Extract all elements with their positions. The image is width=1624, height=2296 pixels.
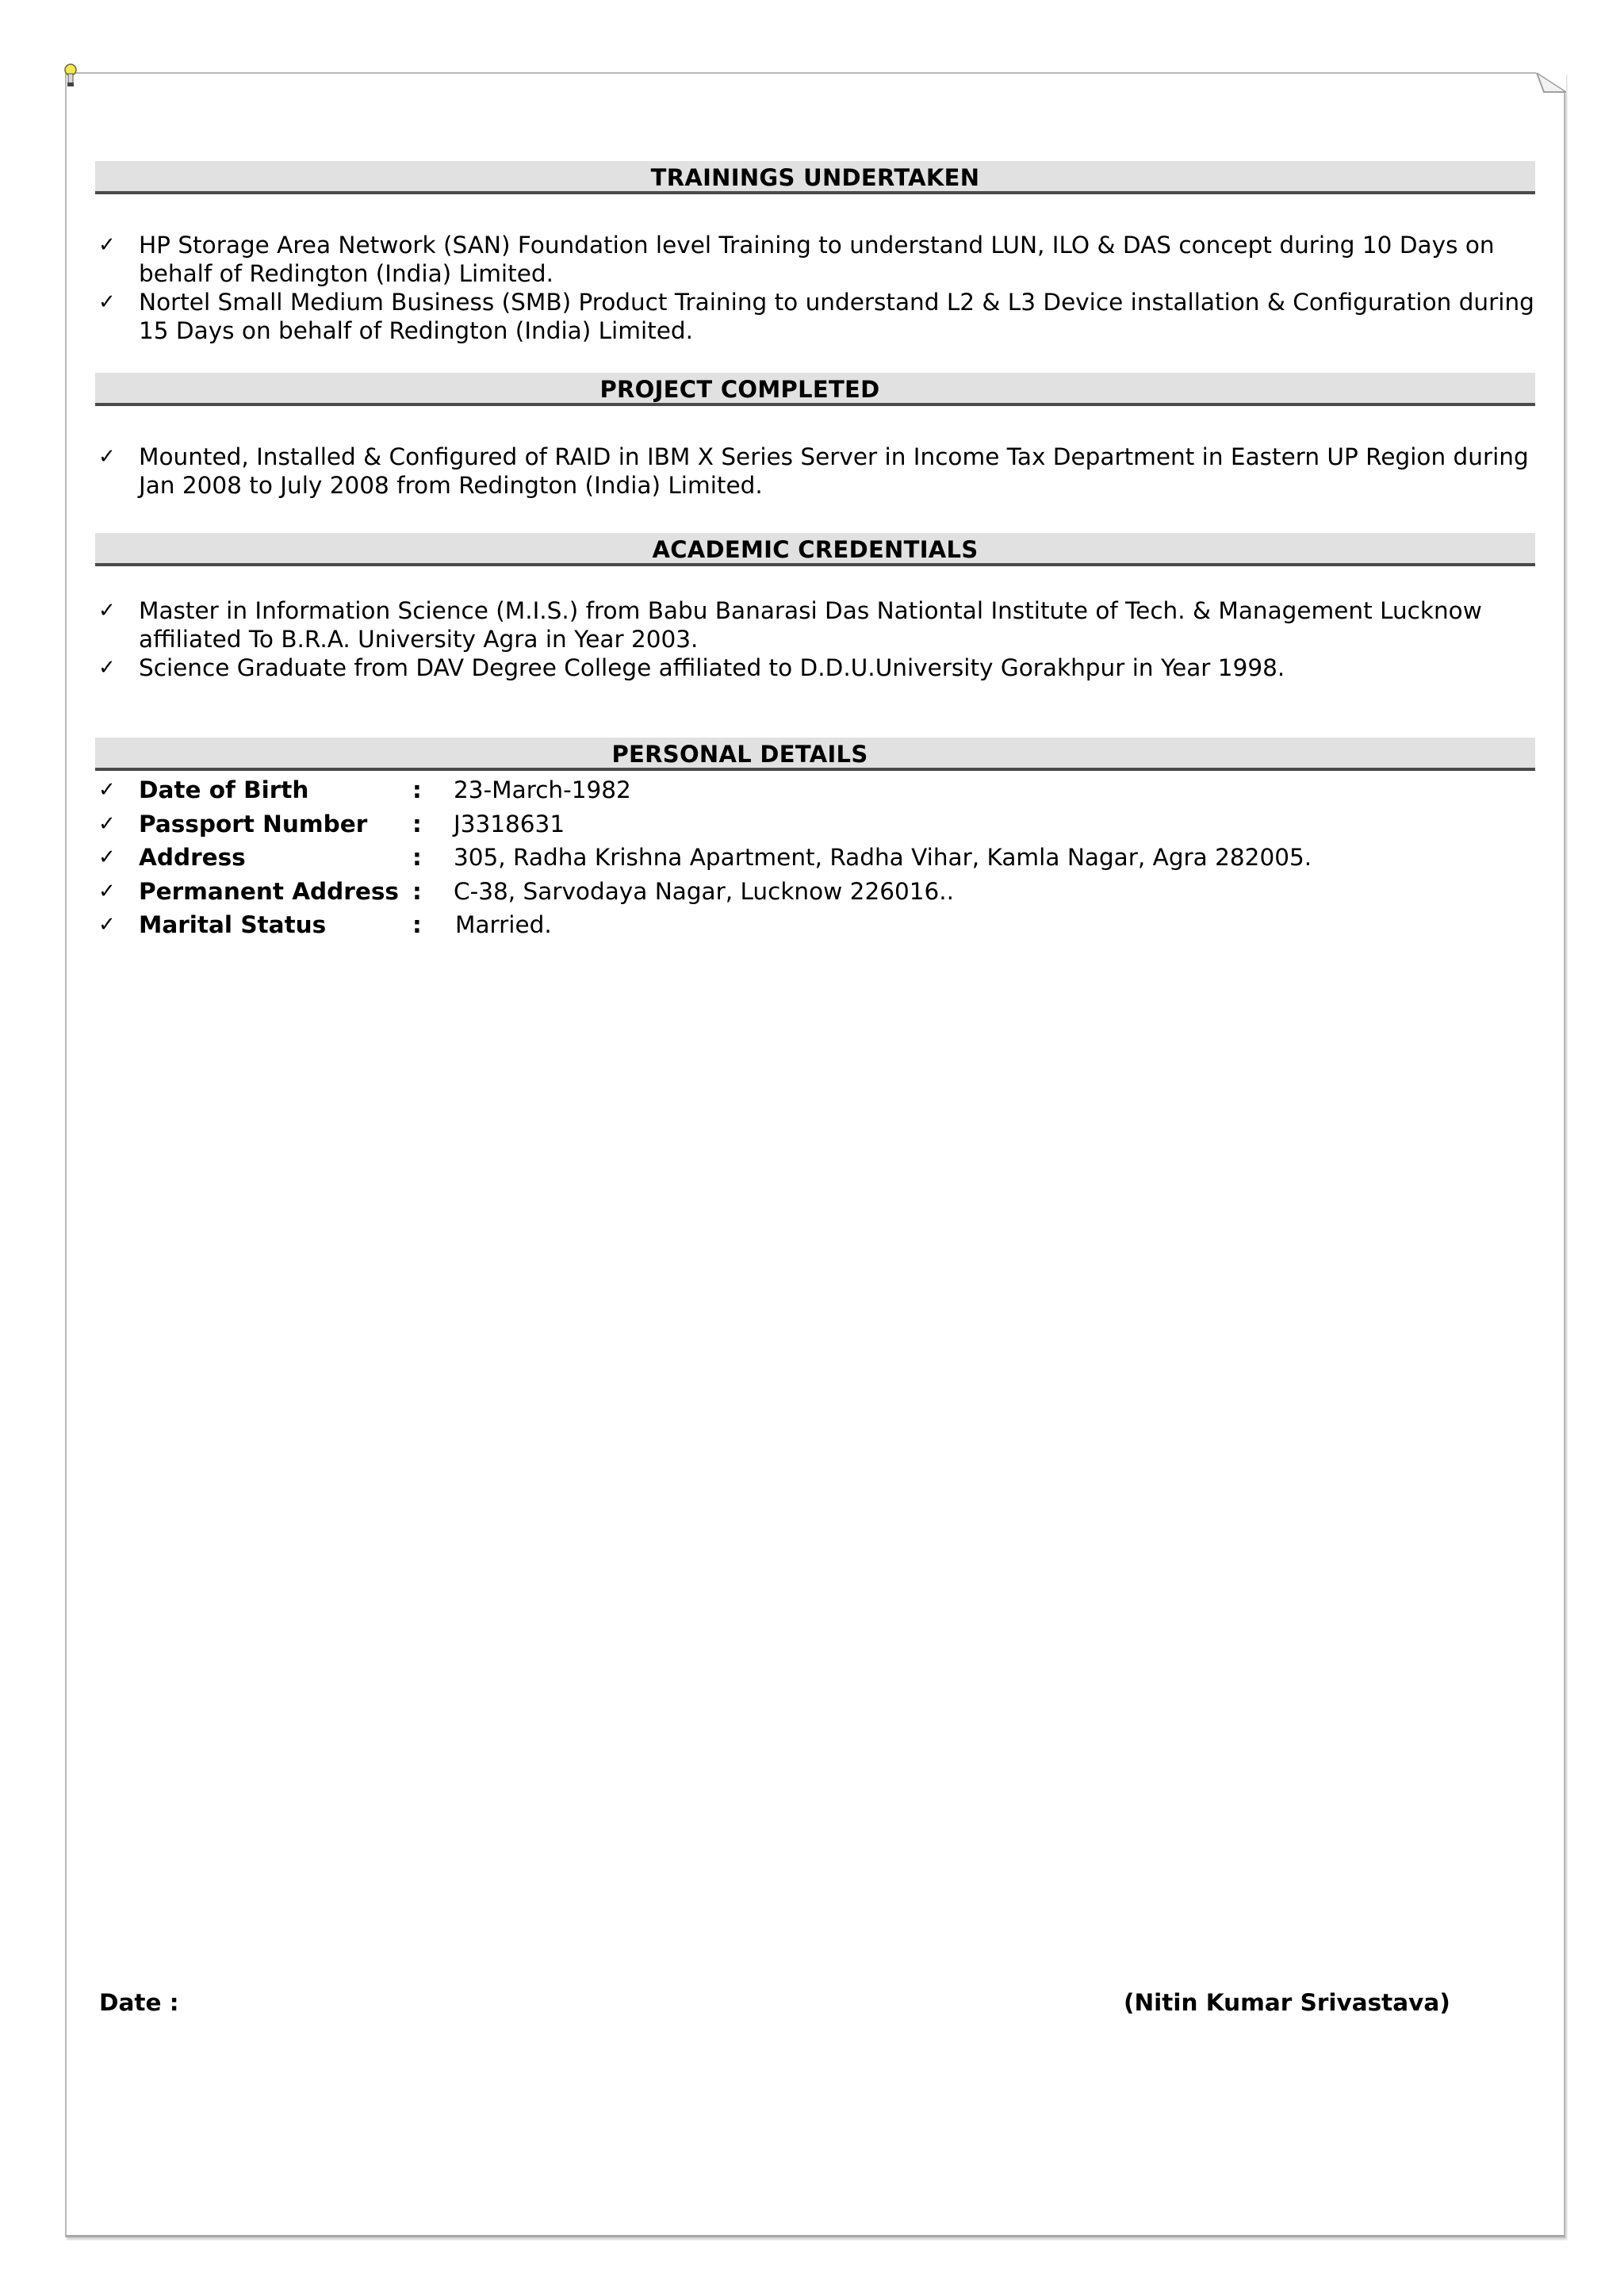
signature-name: (Nitin Kumar Srivastava) [1124,1989,1450,2016]
academics-title: ACADEMIC CREDENTIALS [652,536,979,563]
detail-value: Married. [455,911,552,938]
check-icon: ✓ [98,845,116,869]
detail-row-marital-status [95,908,1535,942]
training-item-text: HP Storage Area Network (SAN) Foundation level Training to understand LUN, ILO & DAS concept during 10 Days on behalf of Redington (India) Limited. [139,232,1495,287]
detail-separator: : [412,844,422,871]
detail-row-address [95,841,1535,875]
check-icon: ✓ [98,290,116,314]
detail-separator: : [412,877,422,905]
academic-item-text: Science Graduate from DAV Degree College affiliated to D.D.U.University Gorakhpur in Year 1998. [139,654,1285,681]
training-item-text: Nortel Small Medium Business (SMB) Product Training to understand L2 & L3 Device installation & Configuration during 15 Days on behalf of Redington (India) Limited. [139,289,1534,344]
check-icon: ✓ [98,599,116,623]
list-item [95,231,1535,288]
page-fold-icon [1534,71,1566,94]
academics-list [95,596,1535,682]
project-item-text: Mounted, Installed & Configured of RAID in IBM X Series Server in Income Tax Department in Eastern UP Region during Jan 2008 to July 2008 from Redington (India) Limited. [139,443,1529,499]
detail-value: 23-March-1982 [454,776,631,803]
detail-row-passport [95,807,1535,841]
check-icon: ✓ [98,879,116,903]
check-icon: ✓ [98,233,116,257]
check-icon: ✓ [98,445,116,469]
detail-separator: : [412,810,422,838]
detail-row-permanent-address [95,875,1535,909]
detail-label: Address [139,844,246,871]
detail-value: 305, Radha Krishna Apartment, Radha Vihar, Kamla Nagar, Agra 282005. [454,844,1312,871]
detail-label: Marital Status [139,911,327,938]
project-list [95,443,1535,500]
check-icon: ✓ [98,778,116,802]
list-item [95,596,1535,654]
detail-label: Date of Birth [139,776,309,803]
detail-separator: : [412,776,422,803]
list-item [95,443,1535,500]
detail-value: J3318631 [454,810,565,838]
academic-item-text: Master in Information Science (M.I.S.) from Babu Banarasi Das Nationtal Institute of Tech. & Management Lucknow affiliated To B.R.A. University Agra in Year 2003. [139,597,1482,653]
check-icon: ✓ [98,656,116,680]
project-title: PROJECT COMPLETED [599,376,880,403]
trainings-title: TRAININGS UNDERTAKEN [650,164,980,191]
personal-header [95,738,1535,771]
check-icon: ✓ [98,811,116,836]
detail-row-dob [95,773,1535,807]
detail-label: Passport Number [139,810,368,838]
list-item [95,654,1535,682]
check-icon: ✓ [98,913,116,937]
trainings-list [95,231,1535,345]
trainings-header [95,161,1535,194]
pin-icon [63,63,78,87]
personal-title: PERSONAL DETAILS [611,741,868,768]
date-label: Date : [99,1989,179,2016]
detail-label: Permanent Address [139,877,399,905]
detail-separator: : [412,911,422,938]
personal-details [95,773,1535,942]
project-header [95,373,1535,406]
academics-header [95,533,1535,566]
detail-value: C-38, Sarvodaya Nagar, Lucknow 226016.. [454,877,955,905]
list-item [95,288,1535,345]
